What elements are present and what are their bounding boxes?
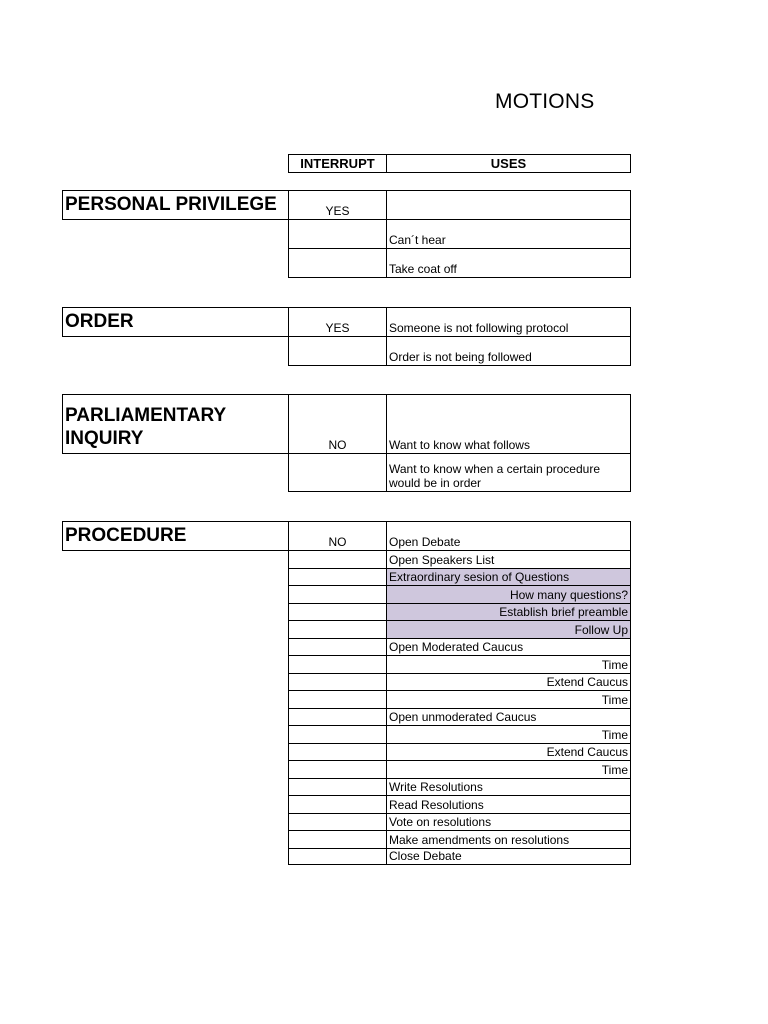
interrupt-cell [288,394,387,454]
use-text: Extend Caucus [546,745,628,759]
use-text: Time [601,692,628,707]
use-cell [386,190,631,220]
interrupt-value: YES [325,321,350,335]
page-title: MOTIONS [495,90,595,113]
interrupt-cell [288,690,387,709]
use-cell [386,655,631,674]
use-cell [386,585,631,604]
use-cell [386,708,631,727]
interrupt-cell [288,248,387,278]
interrupt-cell [288,708,387,727]
interrupt-cell [288,620,387,639]
use-cell [386,307,631,337]
interrupt-cell [288,725,387,744]
interrupt-cell [288,521,387,551]
interrupt-cell [288,795,387,814]
use-text: Close Debate [389,848,462,863]
use-cell [386,521,631,551]
use-cell [386,725,631,744]
use-cell [386,638,631,657]
use-text: Follow Up [574,622,628,637]
interrupt-cell [288,190,387,220]
section-order: ORDER [62,307,289,337]
use-cell [386,743,631,762]
section-personal-privilege: PERSONAL PRIVILEGE [62,190,289,220]
interrupt-cell [288,453,387,492]
use-cell [386,760,631,779]
use-text: Order is not being followed [389,350,532,364]
use-cell [386,848,631,865]
use-text: Read Resolutions [389,797,484,812]
use-cell [386,453,631,492]
interrupt-cell [288,813,387,832]
use-text: Vote on resolutions [389,815,492,829]
interrupt-cell [288,336,387,366]
use-cell [386,830,631,849]
use-cell [386,568,631,587]
interrupt-value: YES [325,204,350,218]
interrupt-cell [288,830,387,849]
use-text: Can´t hear [389,233,446,247]
interrupt-cell [288,585,387,604]
section-parliamentary-inquiry: PARLIAMENTARY INQUIRY [62,394,289,454]
use-cell [386,248,631,278]
interrupt-cell [288,568,387,587]
use-text: Establish brief preamble [499,605,628,619]
use-text: Want to know when a certain procedure would be in order [389,462,601,490]
use-text: Extraordinary sesion of Questions [389,570,570,584]
use-text: Open Speakers List [389,552,495,567]
use-text: Make amendments on resolutions [389,832,570,847]
interrupt-cell [288,219,387,249]
use-text: Time [601,762,628,777]
use-cell [386,673,631,692]
interrupt-cell [288,655,387,674]
use-text: Open Debate [389,535,461,549]
use-text: Write Resolutions [389,780,483,794]
section-procedure: PROCEDURE [62,521,289,551]
interrupt-cell [288,550,387,569]
interrupt-cell [288,848,387,865]
interrupt-cell [288,743,387,762]
uses-header: USES [386,154,631,173]
interrupt-cell [288,603,387,622]
use-cell [386,394,631,454]
interrupt-cell [288,673,387,692]
interrupt-cell [288,638,387,657]
use-cell [386,690,631,709]
interrupt-cell [288,307,387,337]
use-text: Open unmoderated Caucus [389,710,537,724]
use-cell [386,219,631,249]
use-cell [386,603,631,622]
use-cell [386,620,631,639]
interrupt-header: INTERRUPT [288,154,387,173]
use-text: Someone is not following protocol [389,321,569,335]
use-cell [386,813,631,832]
use-text: Time [601,727,628,742]
use-text: Time [601,657,628,672]
interrupt-value: NO [328,535,347,549]
use-text: Take coat off [389,262,457,276]
use-cell [386,550,631,569]
use-cell [386,795,631,814]
use-text: Want to know what follows [389,438,530,452]
interrupt-value: NO [328,438,347,452]
interrupt-cell [288,760,387,779]
use-text: How many questions? [509,587,628,602]
use-text: Extend Caucus [546,675,628,689]
use-cell [386,336,631,366]
use-cell [386,778,631,797]
use-text: Open Moderated Caucus [389,640,524,654]
interrupt-cell [288,778,387,797]
